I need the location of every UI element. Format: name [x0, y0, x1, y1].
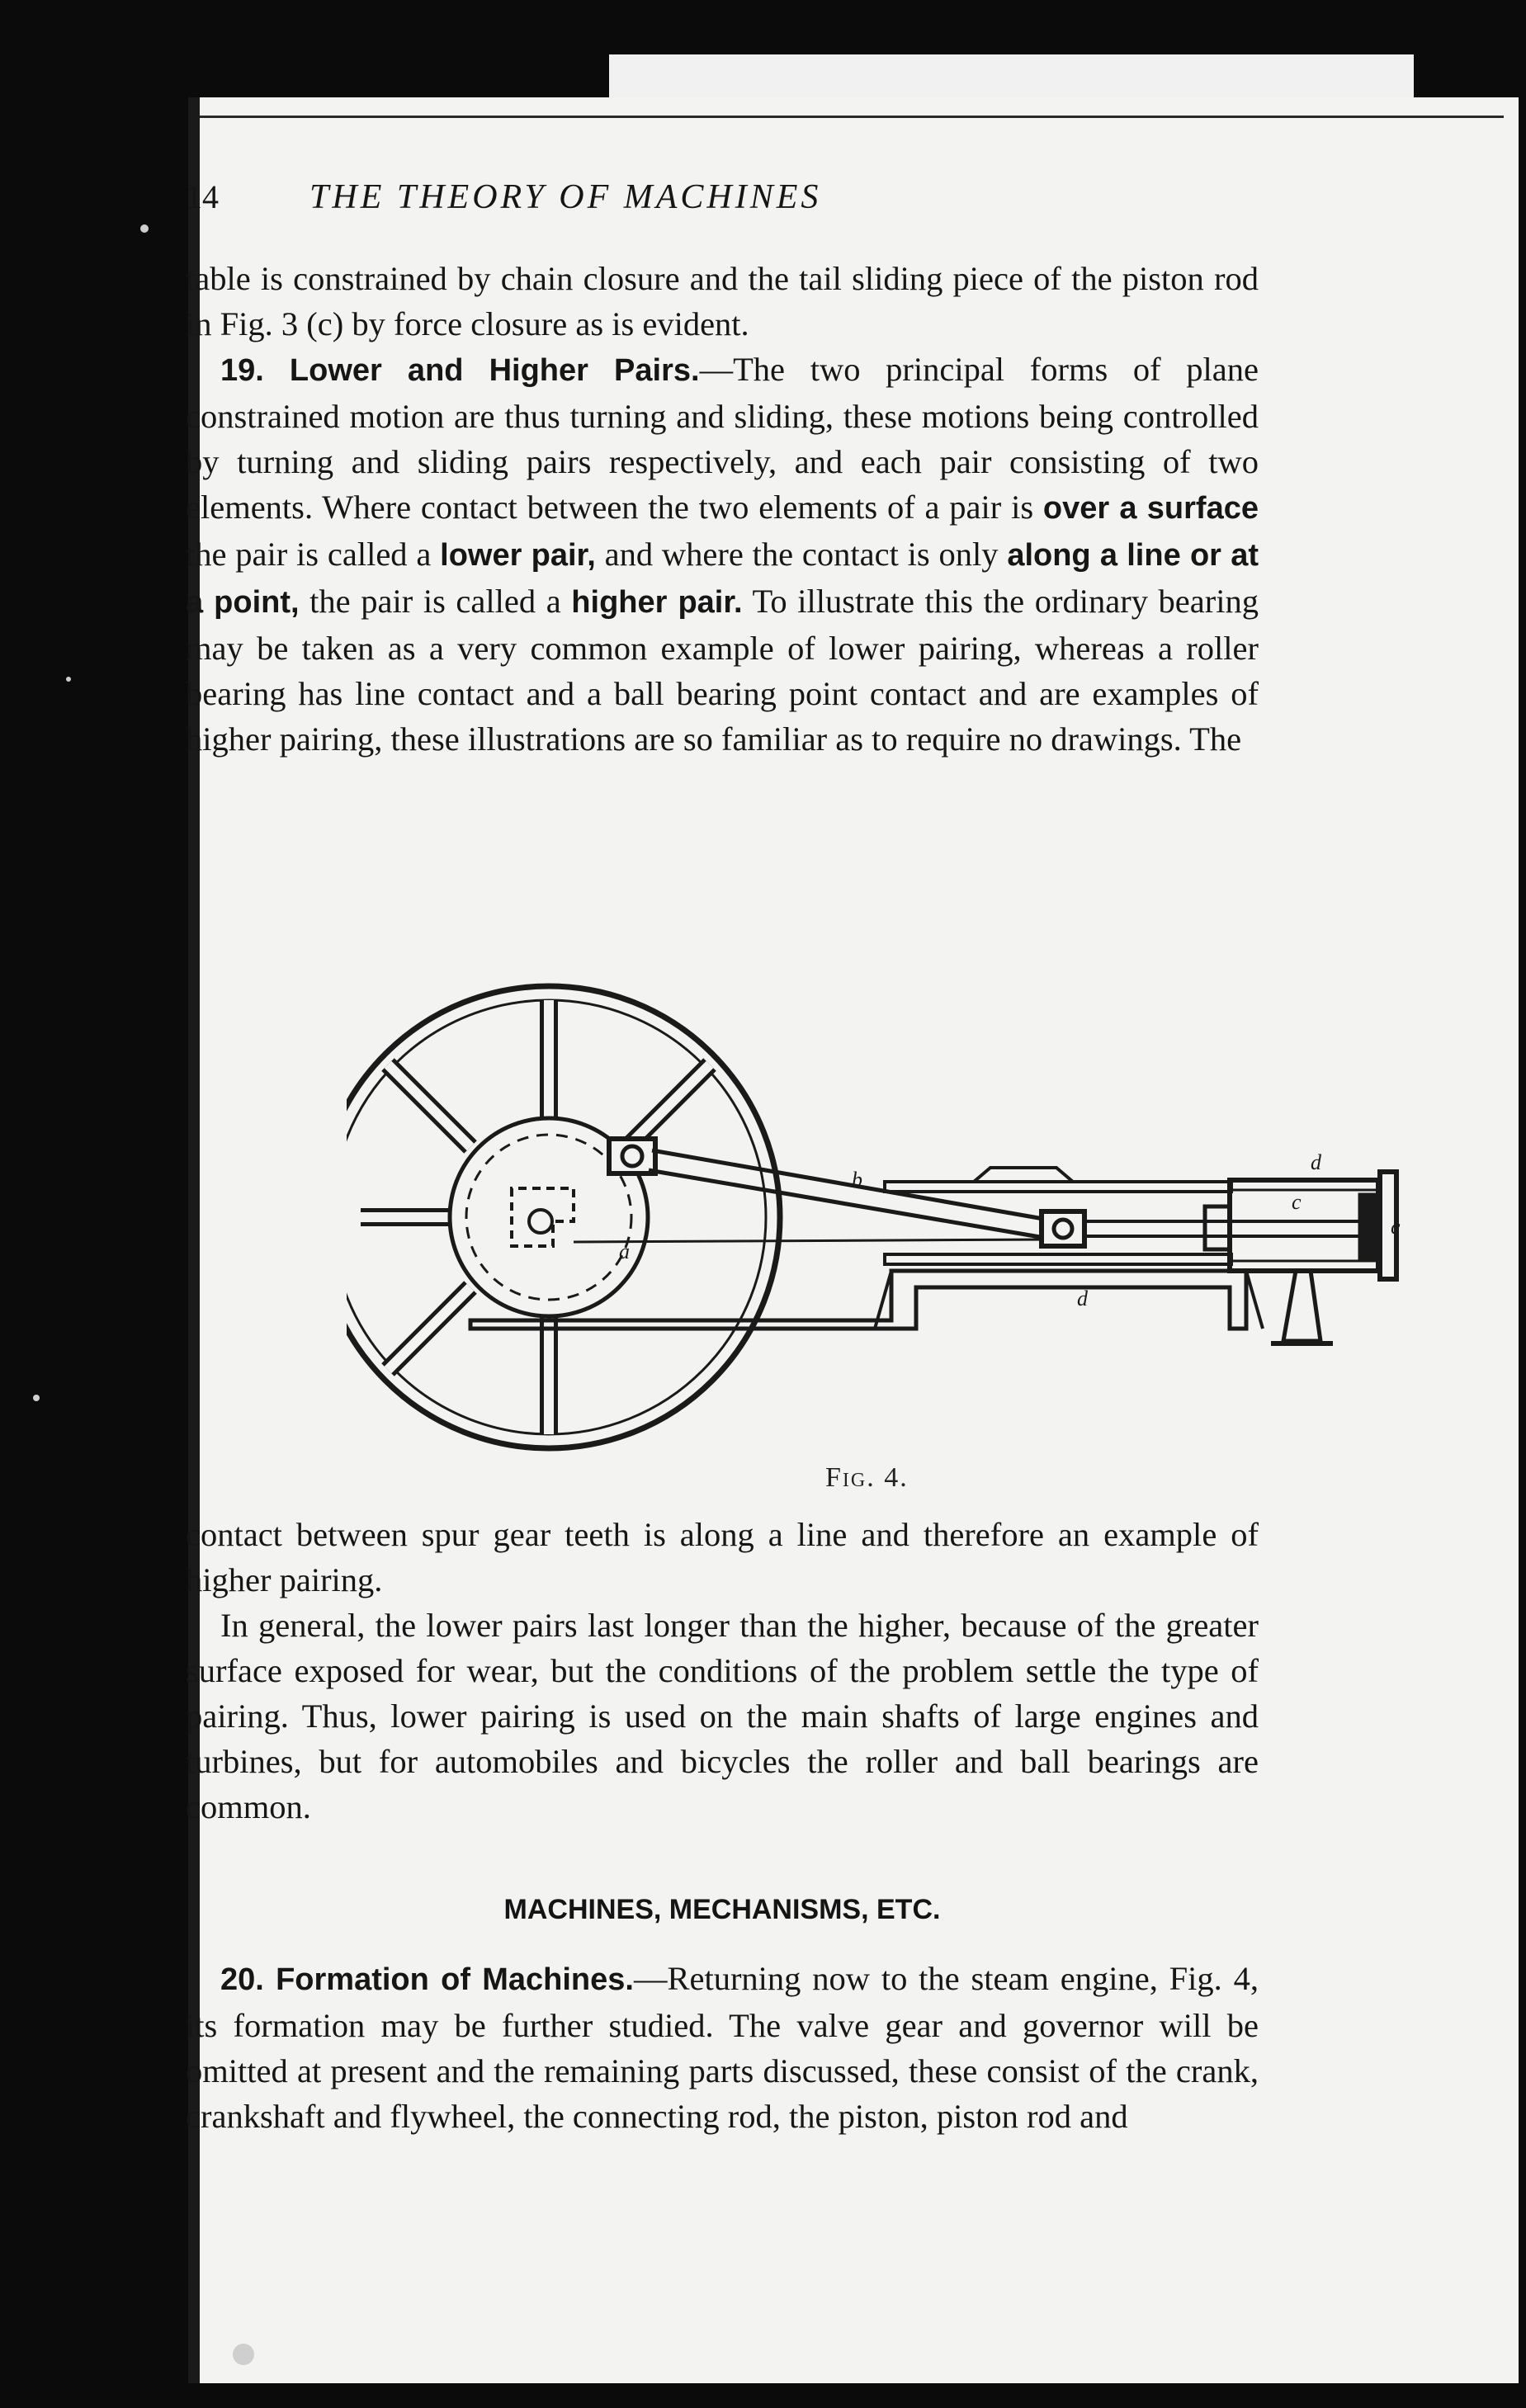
figure-caption: Fig. 4.: [825, 1462, 909, 1493]
scan-speck: [66, 677, 71, 682]
label-a: a: [619, 1239, 630, 1263]
text-run: —The two principal forms of plane constrained motion are thus turning and sliding, these motions being controlled by turning and sliding pairs respectively, and each pair consisting of two elements. Where contact between the two elements of a pair is: [186, 351, 1259, 526]
paragraph-lower-higher-pairs: [186, 347, 1259, 762]
bold-term: along a line or at a point,: [186, 538, 1259, 620]
steam-engine-figure: [347, 974, 1444, 1452]
scan-speck: [233, 2344, 254, 2365]
page-top-edge: [200, 116, 1504, 118]
text-run: To illustrate this the ordinary bearing may be taken as a very common example of lower pairing, whereas a roller bearing has line contact and a ball bearing point contact and are examples of higher pairing, these illustrations are so familiar as to require no drawings. The: [186, 583, 1259, 758]
paragraph-spur-gears: contact between spur gear teeth is along a line and therefore an example of higher pairing.: [186, 1516, 1259, 1598]
scan-speck: [33, 1395, 40, 1401]
label-b: b: [852, 1168, 862, 1192]
crank-pin-block: [609, 1139, 655, 1173]
paragraph-formation-of-machines: [186, 1956, 1259, 2139]
label-c: c: [1292, 1190, 1302, 1214]
text-run: and where the contact is only: [595, 536, 1008, 573]
section-heading: MACHINES, MECHANISMS, ETC.: [503, 1894, 941, 1925]
label-d-top: d: [1311, 1150, 1321, 1174]
page-header: [186, 177, 1250, 235]
text-block-upper: [186, 256, 1259, 762]
text-run: the pair is called a: [186, 536, 441, 573]
bold-term: lower pair,: [440, 538, 596, 573]
section-19-heading: 19. Lower and Higher Pairs.: [220, 353, 700, 388]
paragraph-in-general: In general, the lower pairs last longer than the higher, because of the greater surface exposed for wear, but the conditions of the problem settle the type of pairing. Thus, lower pairing is used on the main shafts of large engines and turbines, but for automobiles and bicycles the roller and ball bearings are common.: [186, 1607, 1259, 1825]
piston: [1360, 1195, 1375, 1258]
label-c-cylinder: c: [1391, 1215, 1401, 1239]
scan-speck: [140, 224, 149, 233]
section-20-heading: 20. Formation of Machines.: [220, 1962, 634, 1997]
running-title: THE THEORY OF MACHINES: [309, 178, 822, 216]
paragraph-continuation: table is constrained by chain closure and the tail sliding piece of the piston rod in Fig. 3 (c) by force closure as is evident.: [186, 260, 1259, 342]
text-run: —Returning now to the steam engine, Fig. 4, its formation may be further studied. The valve gear and governor will be omitted at present and the remaining parts discussed, these consist of the crank, crankshaft and flywheel, the connecting rod, the piston, piston rod and: [186, 1960, 1259, 2135]
text-block-middle: [186, 1512, 1259, 1830]
bold-term: higher pair.: [571, 585, 743, 620]
cylinder: [1230, 1180, 1378, 1271]
crosshead: [1042, 1211, 1084, 1246]
label-d-bed: d: [1077, 1287, 1088, 1310]
text-block-lower: [186, 1956, 1259, 2139]
page-number: 14: [186, 178, 219, 215]
text-run: the pair is called a: [299, 583, 572, 620]
bold-term: over a surface: [1042, 491, 1259, 526]
